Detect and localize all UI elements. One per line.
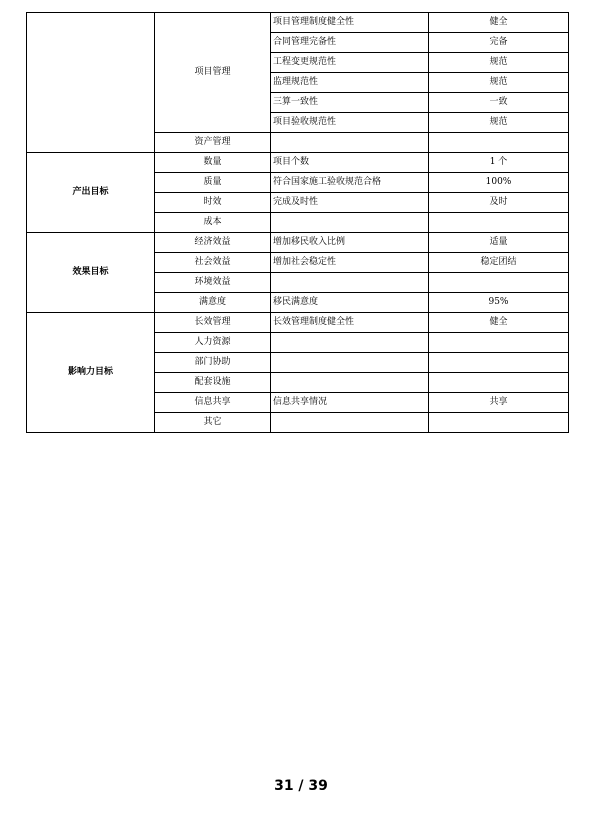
performance-target-table <box>26 12 569 433</box>
value-cell: 1 个 <box>429 153 569 173</box>
sub-indicator-cell: 经济效益 <box>155 233 271 253</box>
value-cell <box>429 133 569 153</box>
sub-indicator-cell: 配套设施 <box>155 373 271 393</box>
indicator-cell <box>271 133 429 153</box>
indicator-cell: 项目管理制度健全性 <box>271 13 429 33</box>
indicator-cell: 监理规范性 <box>271 73 429 93</box>
sub-indicator-cell: 时效 <box>155 193 271 213</box>
indicator-cell: 移民满意度 <box>271 293 429 313</box>
table-row <box>27 153 569 173</box>
impact-target-label: 影响力目标 <box>27 313 155 433</box>
value-cell <box>429 213 569 233</box>
value-cell: 95% <box>429 293 569 313</box>
indicator-cell <box>271 373 429 393</box>
indicator-cell <box>271 353 429 373</box>
table-row <box>27 233 569 253</box>
table-row <box>27 13 569 33</box>
indicator-cell: 信息共享情况 <box>271 393 429 413</box>
table-row <box>27 313 569 333</box>
sub-indicator-cell: 满意度 <box>155 293 271 313</box>
value-cell: 适量 <box>429 233 569 253</box>
indicator-cell <box>271 213 429 233</box>
sub-indicator-cell: 质量 <box>155 173 271 193</box>
indicator-cell <box>271 273 429 293</box>
sub-indicator-cell: 长效管理 <box>155 313 271 333</box>
blank-category-cell <box>27 13 155 153</box>
indicator-cell: 三算一致性 <box>271 93 429 113</box>
value-cell: 规范 <box>429 113 569 133</box>
indicator-cell: 完成及时性 <box>271 193 429 213</box>
value-cell: 健全 <box>429 313 569 333</box>
indicator-cell: 符合国家施工验收规范合格 <box>271 173 429 193</box>
value-cell <box>429 413 569 433</box>
indicator-cell <box>271 333 429 353</box>
output-target-label: 产出目标 <box>27 153 155 233</box>
value-cell <box>429 353 569 373</box>
sub-indicator-cell: 社会效益 <box>155 253 271 273</box>
value-cell: 健全 <box>429 13 569 33</box>
sub-indicator-cell: 信息共享 <box>155 393 271 413</box>
indicator-cell: 增加移民收入比例 <box>271 233 429 253</box>
indicator-cell: 工程变更规范性 <box>271 53 429 73</box>
value-cell: 一致 <box>429 93 569 113</box>
value-cell: 稳定团结 <box>429 253 569 273</box>
indicator-cell: 增加社会稳定性 <box>271 253 429 273</box>
project-management-label: 项目管理 <box>155 13 271 133</box>
value-cell <box>429 333 569 353</box>
value-cell: 完备 <box>429 33 569 53</box>
indicator-cell <box>271 413 429 433</box>
value-cell: 规范 <box>429 73 569 93</box>
value-cell: 及时 <box>429 193 569 213</box>
value-cell: 共享 <box>429 393 569 413</box>
sub-indicator-cell: 成本 <box>155 213 271 233</box>
value-cell: 规范 <box>429 53 569 73</box>
page-number: 31 / 39 <box>274 778 328 794</box>
effect-target-label: 效果目标 <box>27 233 155 313</box>
sub-indicator-cell: 数量 <box>155 153 271 173</box>
sub-indicator-cell: 部门协助 <box>155 353 271 373</box>
asset-management-label: 资产管理 <box>155 133 271 153</box>
sub-indicator-cell: 其它 <box>155 413 271 433</box>
sub-indicator-cell: 人力资源 <box>155 333 271 353</box>
value-cell <box>429 373 569 393</box>
indicator-cell: 项目验收规范性 <box>271 113 429 133</box>
indicator-cell: 项目个数 <box>271 153 429 173</box>
value-cell <box>429 273 569 293</box>
indicator-cell: 长效管理制度健全性 <box>271 313 429 333</box>
sub-indicator-cell: 环境效益 <box>155 273 271 293</box>
value-cell: 100% <box>429 173 569 193</box>
indicator-cell: 合同管理完备性 <box>271 33 429 53</box>
